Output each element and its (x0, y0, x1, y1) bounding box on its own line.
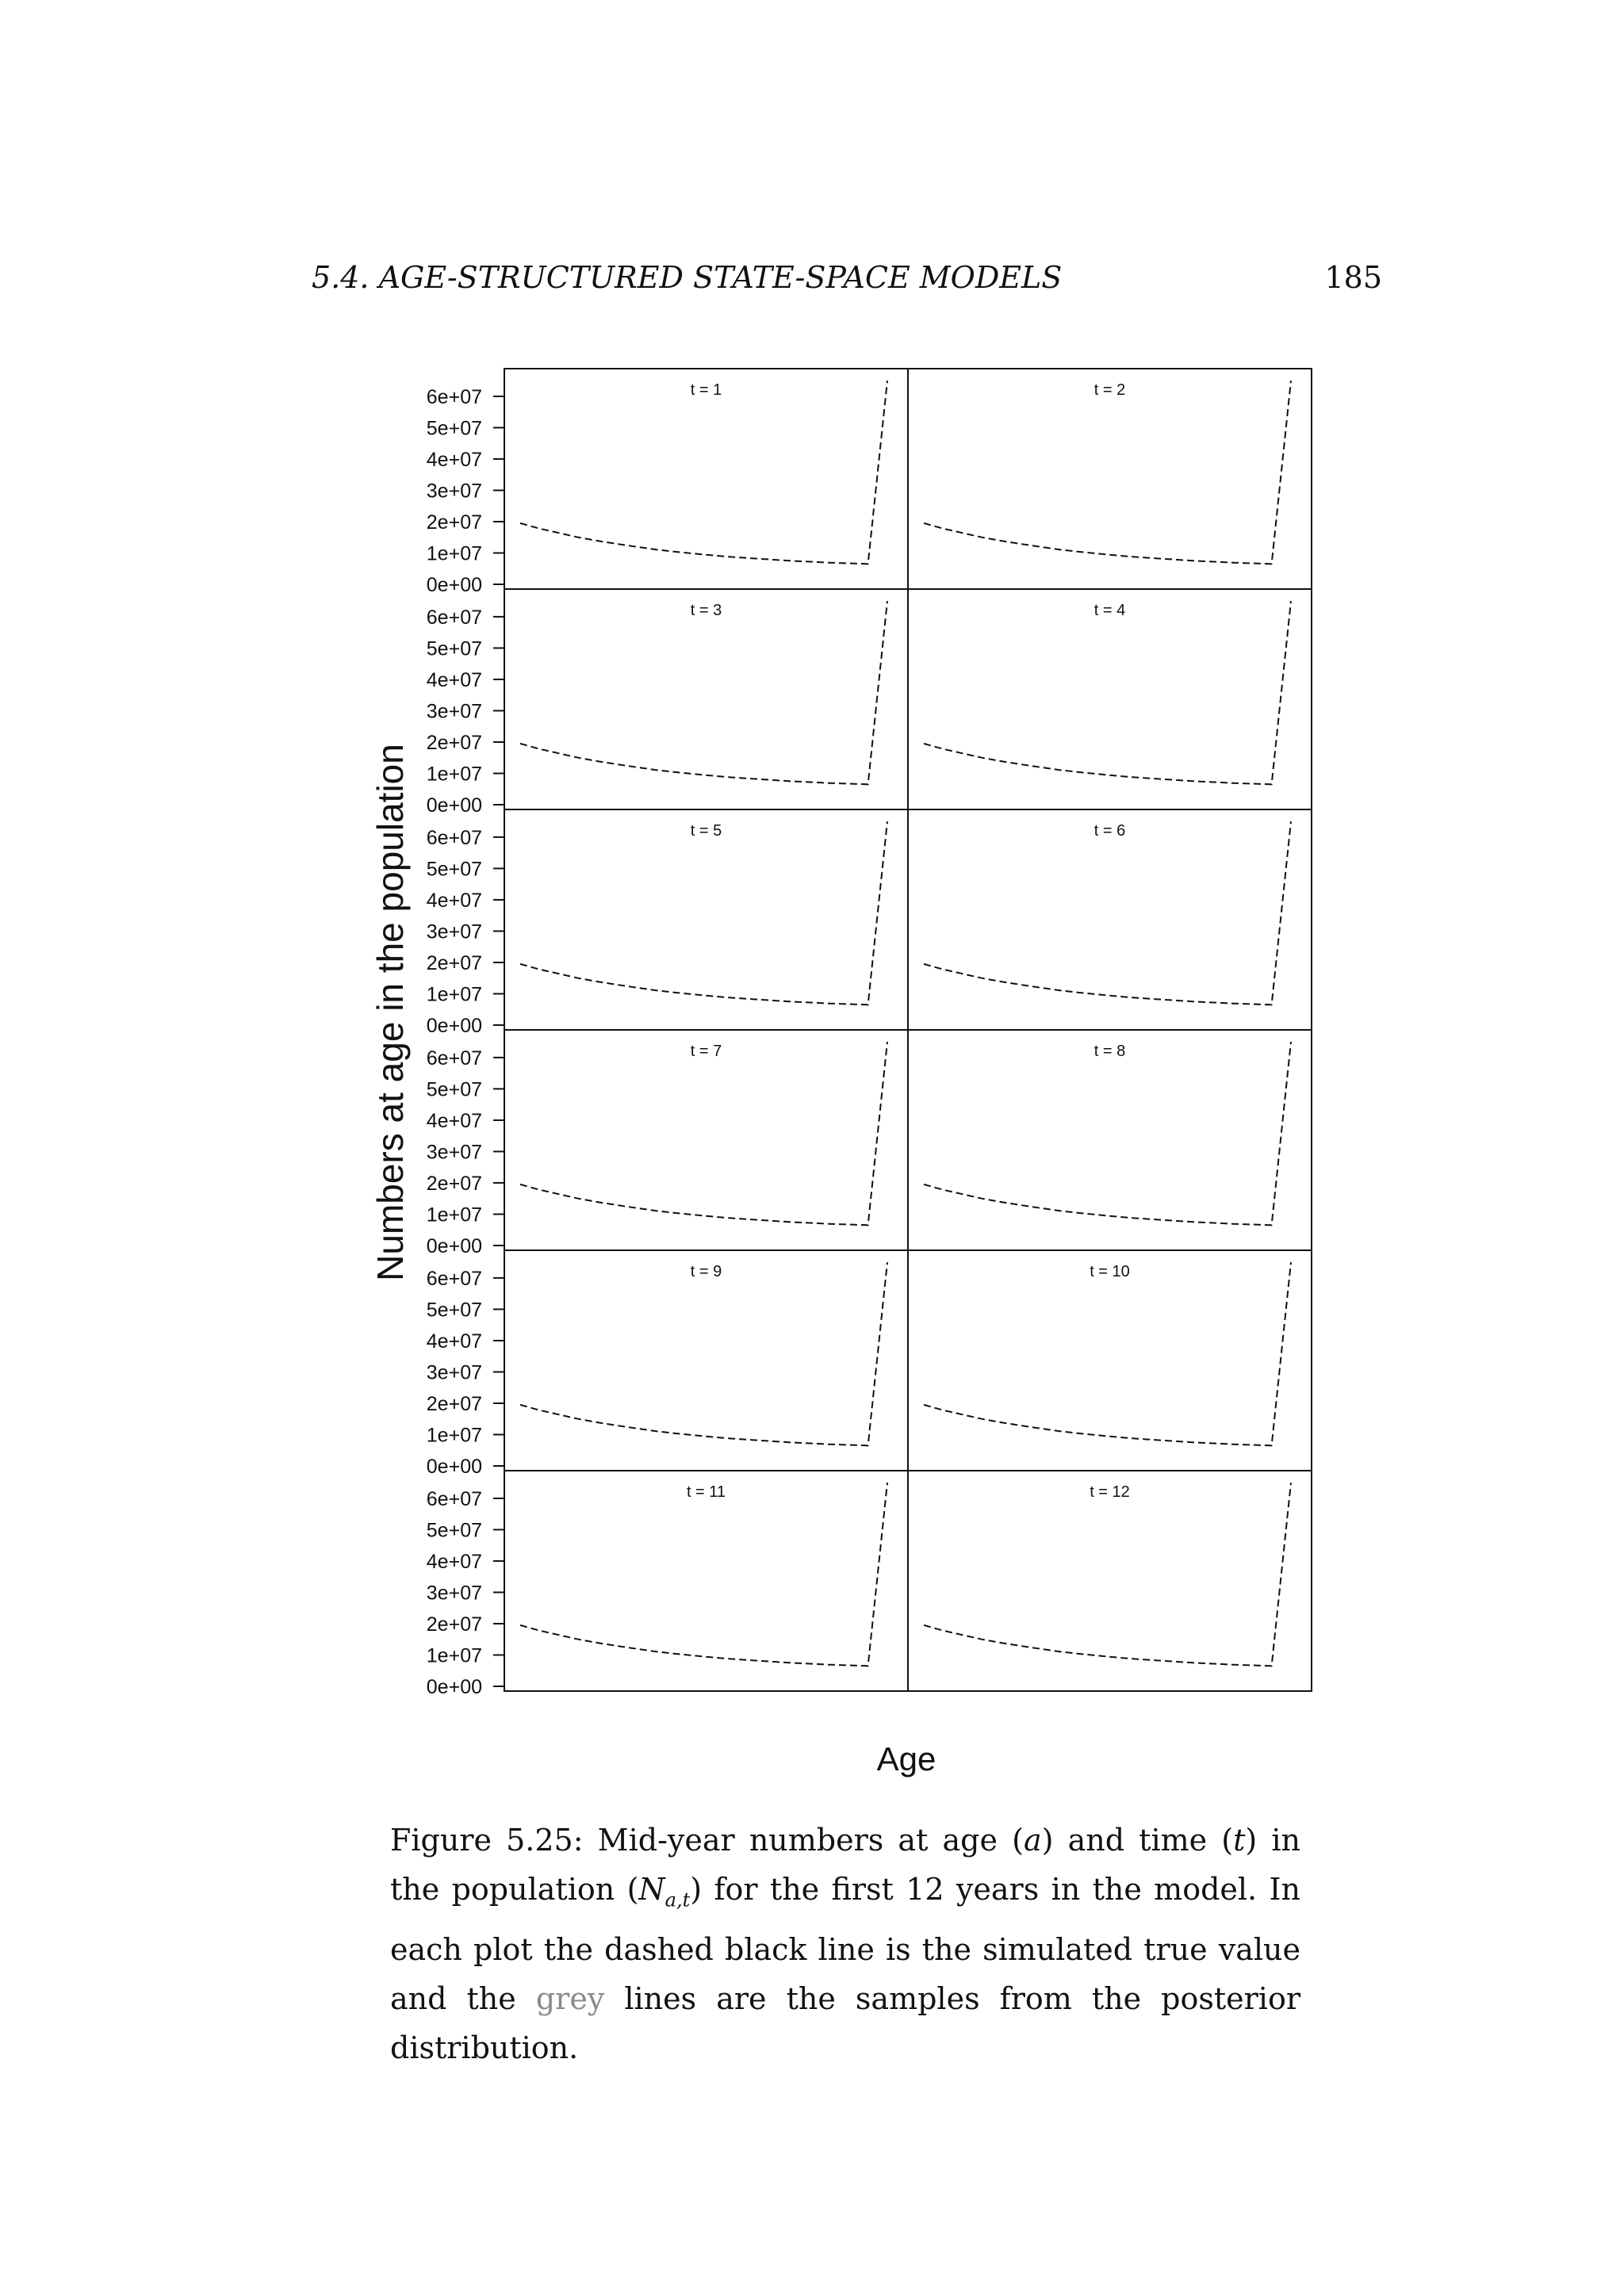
y-tick-label: 4e+07 (426, 1109, 482, 1132)
y-tick-label: 1e+07 (426, 542, 482, 565)
running-head-section: 5.4. AGE-STRUCTURED STATE-SPACE MODELS (312, 260, 1063, 295)
y-axis-label: Numbers at age in the population (370, 744, 411, 1281)
caption-math-a: a (1023, 1823, 1042, 1858)
y-tick-label: 3e+07 (426, 480, 482, 503)
series-line-true-value (520, 821, 887, 1004)
panel-frame (504, 1250, 908, 1471)
y-tick-label: 0e+00 (426, 1235, 482, 1257)
series-line-true-value (924, 601, 1291, 784)
panel-frame (908, 1471, 1312, 1691)
y-tick-label: 3e+07 (426, 1361, 482, 1384)
series-line-true-value (924, 1042, 1291, 1225)
y-tick-label: 6e+07 (426, 1487, 482, 1510)
panel-frame (908, 1030, 1312, 1250)
caption-text-1: Mid-year numbers at age ( (583, 1823, 1024, 1858)
y-tick-label: 5e+07 (426, 1299, 482, 1322)
y-tick-label: 5e+07 (426, 417, 482, 440)
panel-frame (504, 369, 908, 589)
series-line-true-value (520, 1483, 887, 1666)
y-tick-label: 5e+07 (426, 1519, 482, 1542)
y-tick-label: 3e+07 (426, 1141, 482, 1164)
panel-frame (908, 589, 1312, 809)
y-tick-label: 0e+00 (426, 574, 482, 596)
y-tick-label: 3e+07 (426, 1582, 482, 1605)
page-number: 185 (1324, 260, 1382, 295)
panel-frame (908, 809, 1312, 1030)
y-tick-label: 6e+07 (426, 606, 482, 629)
y-tick-label: 6e+07 (426, 385, 482, 408)
y-tick-label: 2e+07 (426, 1613, 482, 1636)
y-tick-label: 2e+07 (426, 1392, 482, 1415)
panel-label: t = 6 (1094, 822, 1126, 840)
panel-label: t = 7 (690, 1043, 722, 1060)
x-axis-label: Age (876, 1740, 936, 1777)
caption-math-n: N (638, 1872, 665, 1907)
caption-text-4: ) for the first 12 years in the model. In each plot the dashed black line is the simulated true value and the (390, 1872, 1300, 2016)
caption-prefix: Figure 5.25: (390, 1823, 584, 1858)
series-line-true-value (924, 1262, 1291, 1445)
y-tick-label: 0e+00 (426, 1456, 482, 1478)
panel-label: t = 2 (1094, 381, 1126, 399)
y-tick-label: 5e+07 (426, 858, 482, 881)
y-tick-label: 4e+07 (426, 448, 482, 471)
panel-label: t = 4 (1094, 602, 1126, 619)
y-tick-label: 0e+00 (426, 1015, 482, 1037)
y-tick-label: 4e+07 (426, 1330, 482, 1353)
y-tick-label: 0e+00 (426, 794, 482, 817)
panel-label: t = 11 (686, 1483, 726, 1501)
panel-frame (504, 809, 908, 1030)
panel-frame (504, 1471, 908, 1691)
series-line-true-value (520, 1262, 887, 1445)
y-tick-label: 4e+07 (426, 668, 482, 691)
y-tick-label: 1e+07 (426, 983, 482, 1006)
y-tick-label: 4e+07 (426, 889, 482, 912)
panel-label: t = 3 (690, 602, 722, 619)
panel-frame (504, 1030, 908, 1250)
y-tick-label: 3e+07 (426, 700, 482, 723)
panel-label: t = 8 (1094, 1043, 1126, 1060)
panel-label: t = 5 (690, 822, 722, 840)
panel-label: t = 12 (1090, 1483, 1130, 1501)
panel-label: t = 9 (690, 1263, 722, 1280)
panel-label: t = 1 (690, 381, 722, 399)
caption-grey-word: grey (535, 1980, 605, 2016)
y-tick-label: 2e+07 (426, 731, 482, 754)
y-tick-label: 6e+07 (426, 1267, 482, 1290)
y-tick-label: 6e+07 (426, 1047, 482, 1070)
y-tick-label: 2e+07 (426, 1172, 482, 1195)
panel-frame (908, 1250, 1312, 1471)
panel-label: t = 10 (1090, 1263, 1130, 1280)
series-line-true-value (924, 1483, 1291, 1666)
y-tick-label: 2e+07 (426, 511, 482, 534)
caption-math-n-subscript: a,t (665, 1888, 691, 1911)
series-line-true-value (520, 601, 887, 784)
y-tick-label: 0e+00 (426, 1676, 482, 1698)
y-tick-label: 1e+07 (426, 1424, 482, 1447)
y-tick-label: 4e+07 (426, 1550, 482, 1573)
series-line-true-value (924, 821, 1291, 1004)
y-tick-label: 1e+07 (426, 1203, 482, 1226)
caption-text-5: lines are the samples from the posterior distribution. (390, 1980, 1300, 2065)
series-line-true-value (520, 1042, 887, 1225)
panel-frame (504, 589, 908, 809)
y-tick-label: 1e+07 (426, 1644, 482, 1667)
caption-math-t: t (1233, 1823, 1246, 1858)
y-tick-label: 2e+07 (426, 951, 482, 974)
y-tick-label: 5e+07 (426, 1078, 482, 1101)
y-tick-label: 5e+07 (426, 637, 482, 660)
caption-text-2: ) and time ( (1041, 1823, 1234, 1858)
y-tick-label: 1e+07 (426, 763, 482, 786)
y-tick-label: 3e+07 (426, 920, 482, 943)
series-line-true-value (520, 381, 887, 564)
figure-caption (390, 1816, 1300, 2072)
series-line-true-value (924, 381, 1291, 564)
panel-frame (908, 369, 1312, 589)
y-tick-label: 6e+07 (426, 826, 482, 849)
caption-text-3: ) in the population ( (390, 1823, 1300, 1907)
